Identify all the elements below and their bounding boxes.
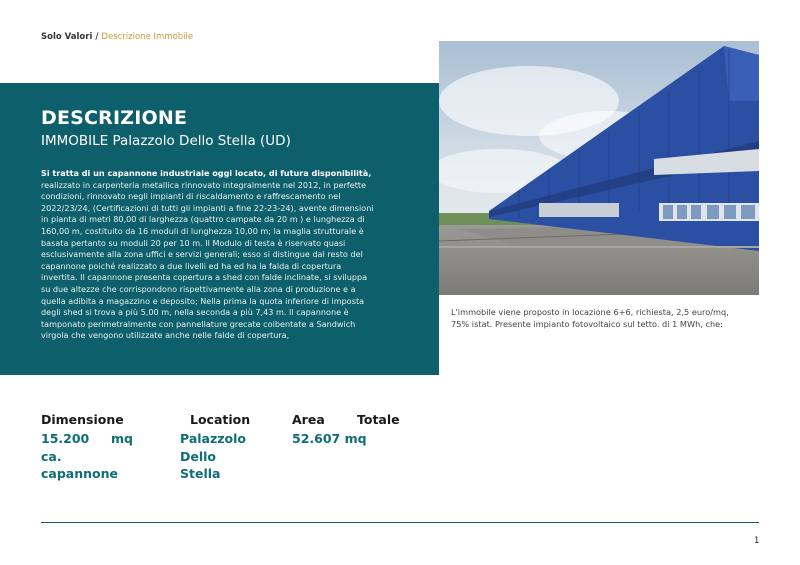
stat-area-value: 52.607 mq — [292, 431, 367, 446]
stat-location-value — [180, 430, 246, 483]
breadcrumb-separator: / — [92, 32, 102, 42]
description-line: tamponato perimetralmente con pannellature grecate coibentate a Sandwich — [41, 318, 356, 329]
description-line: basata pertanto su moduli 20 per 10 m. Il Modulo di testa è riservato quasi — [41, 237, 346, 248]
description-line: capannone poiché realizzato a due livelli ed ha ed ha la falda di copertura — [41, 260, 342, 271]
stat-location-line: Dello — [180, 448, 217, 464]
stat-dimensione-line: 15.200 mq — [41, 431, 133, 446]
footer-divider — [41, 522, 759, 523]
stat-location-label: Location — [190, 412, 251, 427]
stat-dimensione-line: capannone — [41, 466, 118, 481]
page-title: DESCRIZIONE — [41, 107, 188, 129]
stat-location-line: Stella — [180, 466, 221, 481]
description-line: realizzato in carpenteria metallica rinnovato integralmente nel 2012, in perfette — [41, 179, 367, 190]
description-line: condizioni, rinnovato negli impianti di riscaldamento e raffrescamento nel — [41, 191, 341, 202]
page-subtitle: IMMOBILE Palazzolo Dello Stella (UD) — [41, 133, 291, 149]
description-text — [41, 168, 427, 342]
stat-area-label: Area — [292, 412, 325, 427]
description-line: in pianta di metri 80,00 di larghezza (quattro campate da 20 m ) e lunghezza di — [41, 214, 365, 225]
description-line: 160,00 m, costituito da 16 moduli di lunghezza 10,00 m; la maglia strutturale è — [41, 225, 364, 236]
description-line: esclusivamente alla zona uffici e servizi generali; esso si distingue dal resto del — [41, 249, 363, 260]
stat-dimensione-label: Dimensione — [41, 412, 124, 427]
page-number: 1 — [754, 536, 760, 546]
building-photo — [439, 41, 759, 295]
description-line: degli shed si trova a più 5,00 m, nella seconda a più 7,43 m. Il capannone è — [41, 307, 349, 318]
stat-dimensione-value — [41, 430, 133, 483]
description-lead: Si tratta di un capannone industriale oggi locato, di futura disponibilità, — [41, 168, 372, 178]
breadcrumb — [41, 32, 193, 42]
description-line: 2022/23/24, (Certificazioni di tutti gli impianti a fine 22-23-24), avente dimensioni — [41, 202, 374, 213]
caption-line: L'immobile viene proposto in locazione 6+6, richiesta, 2,5 euro/mq, — [451, 307, 729, 317]
breadcrumb-root[interactable]: Solo Valori — [41, 32, 93, 42]
description-line: virgola che vengono utilizzate anche nelle falde di copertura, — [41, 330, 290, 341]
caption-line: 75% istat. Presente impianto fotovoltaico sul tetto. di 1 MWh, che: — [451, 319, 723, 329]
breadcrumb-current: Descrizione Immobile — [101, 32, 194, 42]
stat-location-line: Palazzolo — [180, 431, 246, 446]
stat-dimensione-line: ca. — [41, 448, 62, 464]
description-line: quella adibita a magazzino e deposito; Nella prima la quota inferiore di imposta — [41, 295, 365, 306]
description-line: su due altezze che corrispondono rispettivamente alla zona di produzione e a — [41, 283, 356, 294]
description-line: invertita. Il capannone presenta copertura a shed con falde inclinate, si sviluppa — [41, 272, 368, 283]
photo-caption — [451, 306, 761, 330]
stat-totale-label: Totale — [357, 412, 400, 427]
